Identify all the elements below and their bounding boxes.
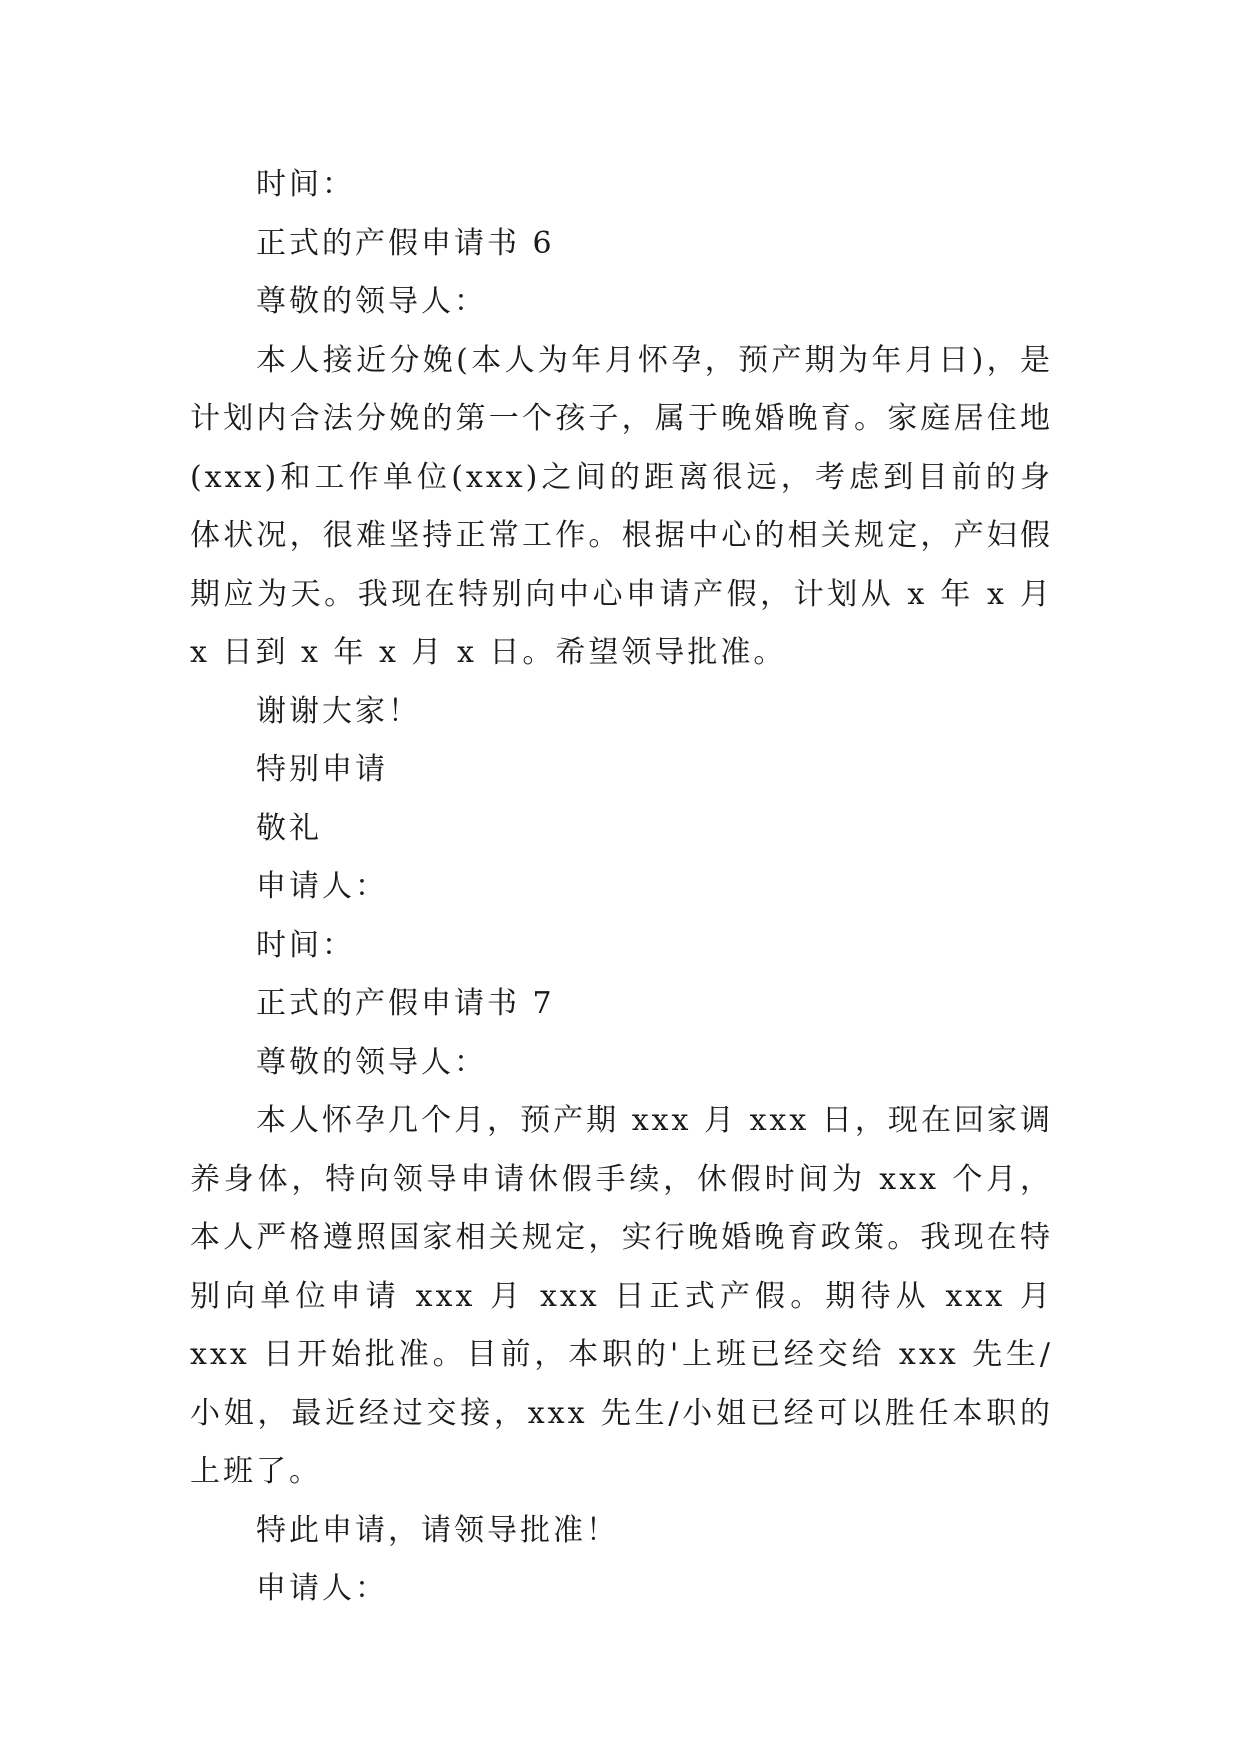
special-request-line: 特别申请 — [256, 752, 388, 787]
body-paragraph-6: 本人接近分娩(本人为年月怀孕，预产期为年月日)，是计划内合法分娩的第一个孩子，属于晚婚晚育。家庭居住地(xxx)和工作单位(xxx)之间的距离很远，考虑到目前的身体状况，很难坚持正常工作。根据中心的相关规定，产妇假期应为天。我现在特别向中心申请产假，计划从 x 年 x 月 x 日到 x 年 x 月 x 日。希望领导批准。 — [190, 342, 1053, 670]
closing-request-line: 特此申请，请领导批准！ — [256, 1512, 619, 1548]
section-title-7: 正式的产假申请书 7 — [256, 986, 555, 1021]
applicant-label-1: 申请人： — [256, 869, 388, 904]
regards-line: 敬礼 — [256, 810, 322, 846]
time-label-2: 时间： — [256, 927, 355, 963]
thanks-line: 谢谢大家！ — [256, 693, 421, 729]
salutation-2: 尊敬的领导人： — [256, 1044, 487, 1080]
salutation-1: 尊敬的领导人： — [256, 284, 487, 319]
applicant-label-2: 申请人： — [256, 1571, 388, 1606]
section-title-6: 正式的产假申请书 6 — [256, 225, 555, 261]
document-body — [190, 156, 1053, 1619]
time-label-1: 时间： — [256, 167, 355, 202]
body-paragraph-7: 本人怀孕几个月，预产期 xxx 月 xxx 日，现在回家调养身体，特向领导申请休假手续，休假时间为 xxx 个月，本人严格遵照国家相关规定，实行晚婚晚育政策。我现在特别向单位申请 xxx 月 xxx 日正式产假。期待从 xxx 月 xxx 日开始批准。目前，本职的'上班已经交给 xxx 先生/小姐，最近经过交接，xxx 先生/小姐已经可以胜任本职的上班了。 — [190, 1103, 1053, 1489]
